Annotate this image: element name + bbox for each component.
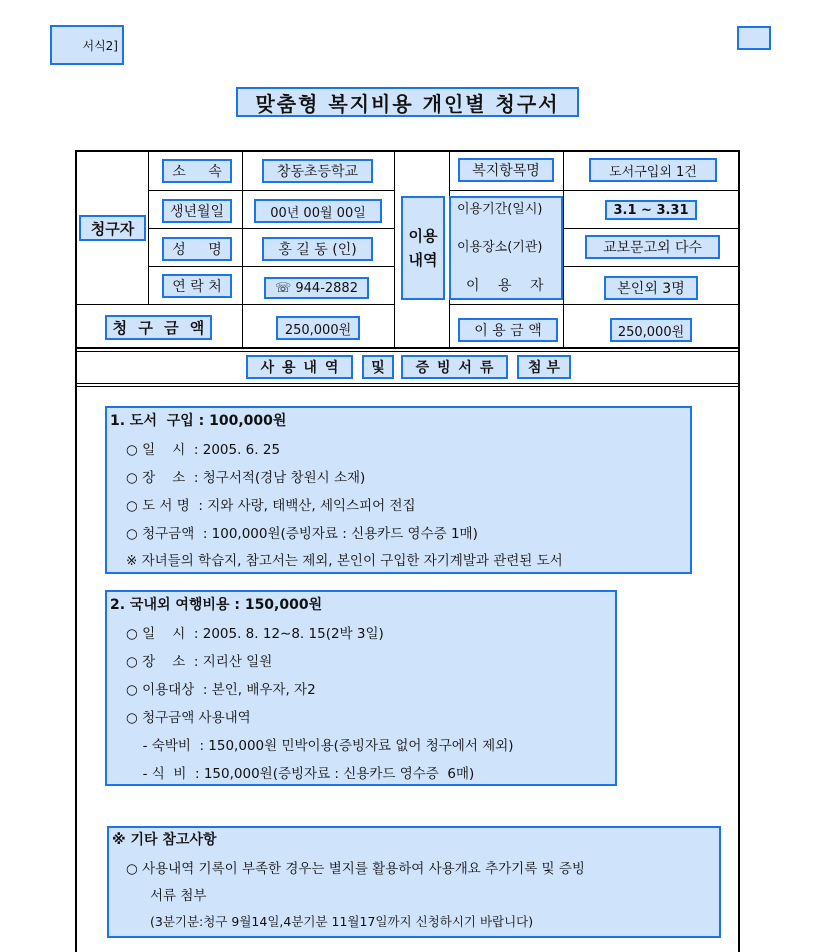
item-label: 복지항목명 [458,158,554,182]
section2-line: ○ 이용대상 : 본인, 배우자, 자2 [126,682,316,698]
section1-line: ○ 청구금액 : 100,000원(증빙자료 : 신용카드 영수증 1매) [126,526,478,542]
affiliation-value: 창동초등학교 [262,159,373,183]
period-label: 이용기간(일시) [457,202,543,217]
section2-heading: 2. 국내외 여행비용 : 150,000원 [110,597,323,613]
use-amount-value: 250,000원 [610,318,692,342]
section3-line: (3분기분:청구 9월14일,4분기분 11월17일까지 신청하시기 바랍니다) [150,914,534,929]
name-label: 성 명 [162,237,232,261]
claimant-label: 청구자 [79,215,146,241]
claim-amount-label: 청 구 금 액 [105,315,212,340]
birth-label: 생년월일 [162,199,232,223]
use-amount-label: 이 용 금 액 [458,318,558,342]
section1-line: ○ 장 소 : 청구서적(경남 창원시 소재) [126,470,366,486]
place-value: 교보문고외 다수 [585,235,720,259]
attach-header-2: 및 [362,355,394,379]
section2-line: - 식 비 : 150,000원(증빙자료 : 신용카드 영수증 6매) [134,766,475,782]
section2-line: - 숙박비 : 150,000원 민박이용(증빙자료 없어 청구에서 제외) [134,738,514,754]
section2-line: ○ 청구금액 사용내역 [126,710,251,726]
section1-line: ○ 도 서 명 : 지와 사랑, 태백산, 세익스피어 전집 [126,498,416,514]
contact-label: 연 락 처 [162,274,232,298]
claim-amount-value: 250,000원 [276,316,360,340]
user-value: 본인외 3명 [604,276,698,300]
page-title: 맞춤형 복지비용 개인별 청구서 [236,87,579,117]
section2-line: ○ 일 시 : 2005. 8. 12∼8. 15(2박 3일) [126,626,384,642]
attach-header-4: 첨 부 [517,355,571,379]
section3-line: ○ 사용내역 기록이 부족한 경우는 별지를 활용하여 사용개요 추가기록 및 증빙 [126,861,585,877]
attach-header-3: 증 빙 서 류 [401,355,508,379]
period-value: 3.1 ~ 3.31 [605,200,697,220]
name-value: 홍 길 동 (인) [262,237,373,261]
section1-heading: 1. 도서 구입 : 100,000원 [110,413,287,429]
corner-box [737,26,771,50]
section1-line: ○ 일 시 : 2005. 6. 25 [126,442,281,458]
section3-heading: ※ 기타 참고사항 [112,832,217,848]
attach-header-1: 사 용 내 역 [246,355,353,379]
contact-value: ☏ 944-2882 [264,277,369,299]
section2-line: ○ 장 소 : 지리산 일원 [126,654,273,670]
place-label: 이용장소(기관) [457,240,543,255]
section1-note: ※ 자녀들의 학습지, 참고서는 제외, 본인이 구입한 자기계발과 관련된 도서 [126,553,563,569]
item-value: 도서구입외 1건 [589,158,717,182]
affiliation-label: 소 속 [162,159,232,183]
section3-line: 서류 첨부 [150,888,207,904]
usage-label: 이용 내역 [401,196,445,300]
user-label: 이 용 자 [466,278,544,294]
form-number: 서식2] [50,25,124,65]
birth-value: 00년 00월 00일 [254,199,382,223]
